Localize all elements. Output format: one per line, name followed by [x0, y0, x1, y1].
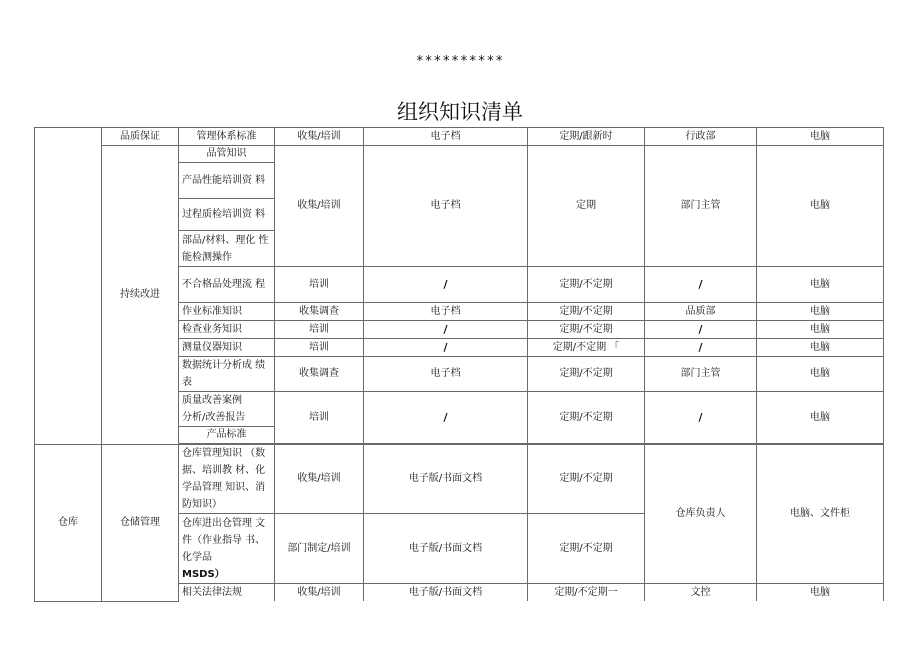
page-title: 组织知识清单	[397, 100, 523, 124]
update-cell: 定期/跟新时	[528, 128, 645, 146]
method-cell: 收集调查	[275, 357, 364, 392]
item-cell: 不合格品处理流 程	[179, 267, 275, 303]
method-cell: 培训	[275, 339, 364, 357]
item-cell: 相关法律法规	[179, 584, 275, 602]
method-cell: 收集/培训	[275, 128, 364, 146]
method-cell: 收集/培训	[275, 146, 364, 267]
item-cell: 检查业务知识	[179, 321, 275, 339]
header-stars: **********	[415, 54, 505, 69]
dept-cell-quality	[35, 128, 102, 445]
owner-cell: /	[645, 321, 757, 339]
method-cell: 收集/培训	[275, 584, 364, 602]
update-cell: 定期/不定期	[528, 445, 645, 514]
form-cell: /	[364, 267, 528, 303]
table-row	[35, 146, 884, 163]
method-cell: 部门制定/培训	[275, 514, 364, 584]
item-cell: 管理体系标准	[179, 128, 275, 146]
form-cell: 电子版/书面文档	[364, 584, 528, 602]
item-line-b: 分析/改善报告	[182, 412, 246, 423]
item-cell: 产品性能培训资 料	[179, 163, 275, 199]
form-cell: /	[364, 321, 528, 339]
update-cell: 定期/不定期一	[528, 584, 645, 602]
owner-cell: /	[645, 339, 757, 357]
storage-cell: 电脑	[757, 146, 884, 267]
form-cell: /	[364, 392, 528, 444]
item-cell: 作业标准知识	[179, 303, 275, 321]
storage-cell: 电脑、文件柜	[757, 445, 884, 584]
method-cell: 培训	[275, 392, 364, 444]
update-cell: 定期/不定期	[528, 514, 645, 584]
category-cell: 持续改进	[102, 146, 179, 445]
category-cell: 品质保证	[102, 128, 179, 146]
dept-cell-warehouse: 仓库	[35, 445, 102, 602]
item-cell: 数据统计分析成 绩表	[179, 357, 275, 392]
storage-cell: 电脑	[757, 584, 884, 602]
update-cell: 定期/不定期	[528, 357, 645, 392]
form-cell: 电子档	[364, 357, 528, 392]
item-cell	[179, 392, 275, 427]
form-cell: 电子档	[364, 146, 528, 267]
form-cell: /	[364, 339, 528, 357]
storage-cell: 电脑	[757, 128, 884, 146]
table-row	[35, 445, 884, 514]
storage-cell: 电脑	[757, 303, 884, 321]
storage-cell: 电脑	[757, 267, 884, 303]
item-line-a: 仓库进出仓管理 文件（作业指导 书、化学品	[182, 517, 266, 563]
update-cell: 定期/不定期	[528, 267, 645, 303]
method-cell: 培训	[275, 267, 364, 303]
item-cell: 产品标准	[179, 427, 275, 444]
storage-cell: 电脑	[757, 321, 884, 339]
form-cell: 电子版/书面文档	[364, 445, 528, 514]
item-cell: 仓库管理知识 （数据、培训教 材、化学品管理 知识、消防知识）	[179, 445, 275, 514]
form-cell: 电子档	[364, 303, 528, 321]
update-cell: 定期/不定期	[528, 321, 645, 339]
owner-cell: 仓库负责人	[645, 445, 757, 584]
owner-cell: 文控	[645, 584, 757, 602]
item-cell	[179, 514, 275, 584]
update-cell: 定期	[528, 146, 645, 267]
update-cell: 定期/不定期	[528, 392, 645, 444]
owner-cell: /	[645, 392, 757, 444]
category-cell: 仓储管理	[102, 445, 179, 602]
method-cell: 收集/培训	[275, 445, 364, 514]
item-line-a: 质量改善案例	[182, 395, 242, 406]
item-cell: 部品/材料、理化 性能检测操作	[179, 231, 275, 267]
form-cell: 电子档	[364, 128, 528, 146]
storage-cell: 电脑	[757, 339, 884, 357]
owner-cell: 部门主管	[645, 357, 757, 392]
update-cell: 定期/不定期 「	[528, 339, 645, 357]
owner-cell: 部门主管	[645, 146, 757, 267]
item-cell: 测量仪器知识	[179, 339, 275, 357]
item-cell: 过程质检培训资 料	[179, 199, 275, 231]
item-cell: 品管知识	[179, 146, 275, 163]
method-cell: 培训	[275, 321, 364, 339]
owner-cell: 行政部	[645, 128, 757, 146]
item-line-b: MSDS）	[182, 568, 225, 580]
storage-cell: 电脑	[757, 392, 884, 444]
table-row	[35, 128, 884, 146]
knowledge-table	[34, 127, 884, 602]
method-cell: 收集调查	[275, 303, 364, 321]
form-cell: 电子版/书面文档	[364, 514, 528, 584]
update-cell: 定期/不定期	[528, 303, 645, 321]
owner-cell: 品质部	[645, 303, 757, 321]
owner-cell: /	[645, 267, 757, 303]
storage-cell: 电脑	[757, 357, 884, 392]
